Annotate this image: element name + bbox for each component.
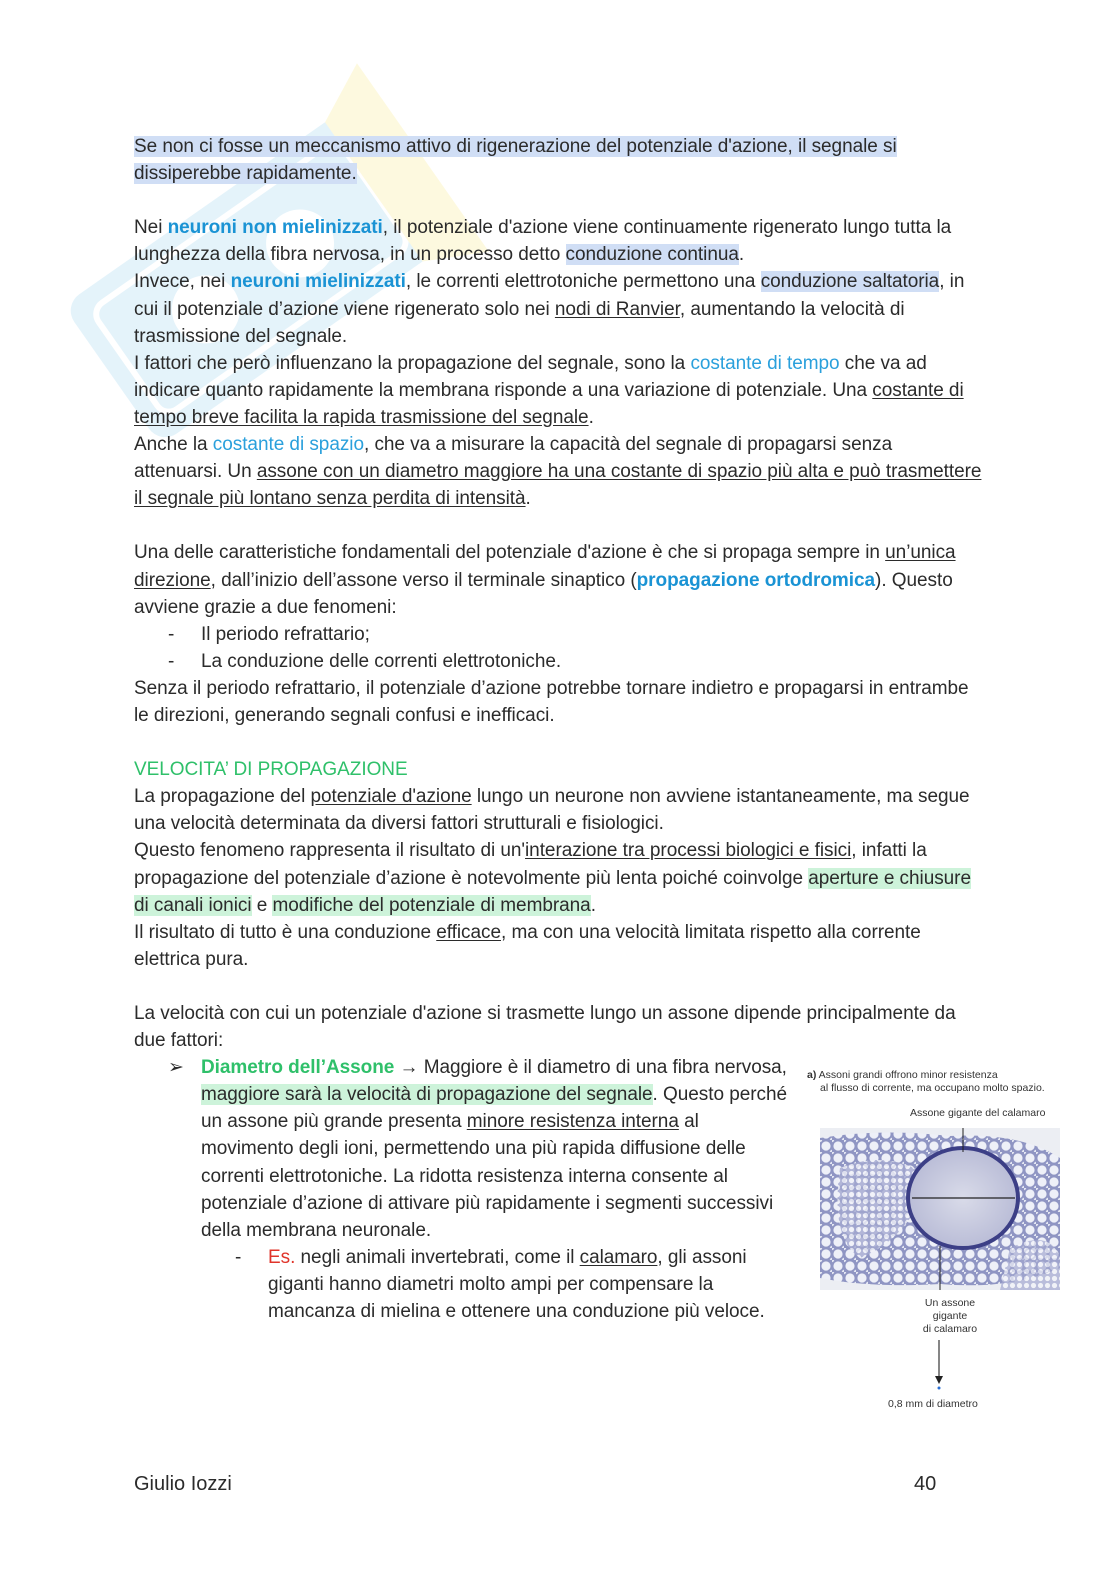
paragraph-orthodromic: Una delle caratteristiche fondamentali del potenziale d'azione è che si propaga sempre in un’unica direzione, dall’inizio dell’assone verso il terminale sinaptico (propagazione ortodromica). Questo avviene grazie a due fenomeni: [134,542,956,618]
paragraph-interaction: Questo fenomeno rappresenta il risultato di un'interazione tra processi biologici e fisici, infatti la propagazione del potenziale d’azione è notevolmente più lenta poiché coinvolge aperture e chiusure di canali ionici e modifiche del potenziale di membrana. [134,840,971,916]
example-squid: - Es. negli animali invertebrati, come il calamaro, gli assoni giganti hanno diametri molto ampi per compensare la mancanza di mielina e ottenere una conduzione più veloce. [235,1246,765,1323]
paragraph-time-constant: I fattori che però influenzano la propagazione del segnale, sono la costante di tempo che va ad indicare quanto rapidamente la membrana risponde a una variazione di potenziale. Una costante di tempo breve facilita la rapida trasmissione del segnale. [134,352,964,428]
figure-caption: a) Assoni grandi offrono minor resistenza [807,1069,998,1081]
figure-scale-label: 0,8 mm di diametro [888,1398,978,1410]
figure-top-label: Assone gigante del calamaro [910,1107,1046,1119]
arrow-bullet-icon: ➢ [168,1057,184,1079]
axon-micrograph [820,1128,1060,1290]
term-orthodromic-propagation: propagazione ortodromica [636,569,876,591]
footer-author: Giulio Iozzi [134,1473,232,1495]
page-number: 40 [914,1473,937,1495]
section-heading: VELOCITA’ DI PROPAGAZIONE [134,759,408,781]
term-myelinated-neurons: neuroni mielinizzati [230,271,406,293]
term-saltatory-conduction: conduzione saltatoria [760,271,940,293]
term-space-constant: costante di spazio [212,434,364,456]
list-item: - Il periodo refrattario; [168,623,370,645]
paragraph-refractory: Senza il periodo refrattario, il potenziale d’azione potrebbe tornare indietro e propagarsi in entrambe le direzioni, generando segnali confusi e inefficaci. [134,677,969,726]
list-item: - La conduzione delle correnti elettrotoniche. [168,650,562,672]
example-label: Es. [268,1246,296,1268]
bullet-axon-diameter: ➢ Diametro dell’Assone → Maggiore è il diametro di una fibra nervosa, maggiore sarà la velocità di propagazione del segnale. Questo perché un assone più grande presenta minore resistenza interna al movimento degli ioni, permettendo una più rapida diffusione delle correnti elettrotoniche. La ridotta resistenza interna consente al potenziale d’azione di attivare più rapidamente i segmenti successivi della membrana neuronale. [134,1054,791,1244]
paragraph-propagation-speed: La propagazione del potenziale d'azione lungo un neurone non avviene istantaneamente, ma segue una velocità determinata da diversi fattori strutturali e fisiologici. [134,786,970,835]
paragraph-two-factors: La velocità con cui un potenziale d'azione si trasmette lungo un assone dipende principalmente da due fattori: [134,1003,956,1052]
term-continuous-conduction: conduzione continua [565,244,739,266]
term-unmyelinated-neurons: neuroni non mielinizzati [167,217,383,239]
term-nodes-of-ranvier: nodi di Ranvier [554,298,680,320]
figure-bottom-label: Un assone gigante di calamaro [922,1297,978,1335]
paragraph-regeneration: Se non ci fosse un meccanismo attivo di rigenerazione del potenziale d'azione, il segnale si dissiperebbe rapidamente. [134,136,897,185]
term-time-constant: costante di tempo [690,352,840,374]
down-arrow-icon [932,1340,946,1390]
paragraph-myelinated: Invece, nei neuroni mielinizzati, le correnti elettrotoniche permettono una conduzione saltatoria, in cui il potenziale d’azione viene rigenerato solo nei nodi di Ranvier, aumentando la velocità di trasmissione del segnale. [134,271,965,347]
squid-axon-figure [800,1064,1080,1424]
paragraph-unmyelinated: Nei neuroni non mielinizzati, il potenziale d'azione viene continuamente rigenerato lungo tutta la lunghezza della fibra nervosa, in un processo detto conduzione continua. [134,217,952,266]
phenomena-list [134,621,984,675]
term-axon-diameter: Diametro dell’Assone [201,1057,395,1079]
paragraph-result: Il risultato di tutto è una conduzione efficace, ma con una velocità limitata rispetto alla corrente elettrica pura. [134,921,921,970]
figure-caption-line2: al flusso di corrente, ma occupano molto spazio. [820,1082,1045,1094]
paragraph-space-constant: Anche la costante di spazio, che va a misurare la capacità del segnale di propagarsi senza attenuarsi. Un assone con un diametro maggiore ha una costante di spazio più alta e può trasmettere il segnale più lontano senza perdita di intensità. [134,434,982,510]
